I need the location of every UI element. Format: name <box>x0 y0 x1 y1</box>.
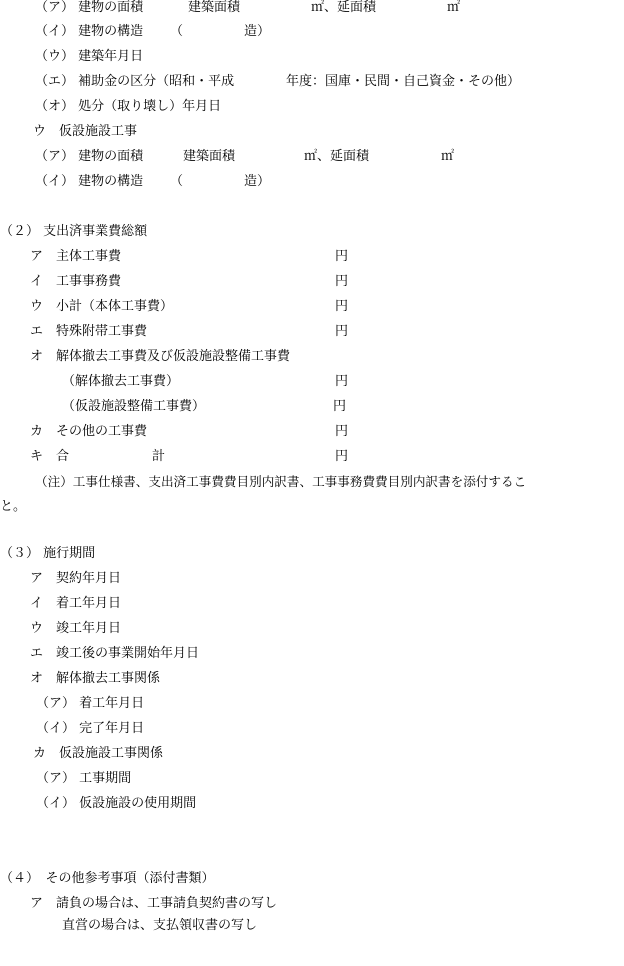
section3-subitem-text: （ア） 工事期間 <box>36 771 132 786</box>
section4-item-a-text: ア 請負の場合は、工事請負契約書の写し <box>30 896 278 911</box>
section3-heading <box>0 546 96 562</box>
section3-subitem-text: （ア） 着工年月日 <box>36 696 145 711</box>
section2-item-label: イ 工事事務費 <box>30 274 122 289</box>
section2-item <box>0 299 349 315</box>
building-structure-label: （イ） 建物の構造 <box>35 24 144 39</box>
section3-subitem-text: （イ） 完了年月日 <box>36 721 145 736</box>
section3-subitem <box>0 721 145 737</box>
section3-item-text: ウ 竣工年月日 <box>30 621 122 636</box>
yen-unit: 円 <box>335 249 349 264</box>
building-structure-close: 造） <box>244 24 271 39</box>
section3-heading-text: （３） 施行期間 <box>0 546 96 561</box>
section4-item-a <box>0 896 278 912</box>
building-area-unit1: ㎡、延面積 <box>311 0 377 15</box>
section2-item-o <box>0 349 291 365</box>
building-structure-line <box>0 24 271 40</box>
section2-sub2 <box>0 399 347 415</box>
section2-sub2-label: （仮設施設整備工事費） <box>62 399 206 414</box>
building-subsidy-line <box>0 74 521 90</box>
section3-subitem <box>0 771 132 787</box>
temp-area-line <box>0 149 455 165</box>
section3-item-text: オ 解体撤去工事関係 <box>30 671 161 686</box>
section2-item <box>0 324 349 340</box>
section2-heading-text: （２） 支出済事業費総額 <box>0 224 148 239</box>
building-area-label: （ア） 建物の面積 <box>35 0 144 15</box>
temp-work-heading <box>0 124 138 140</box>
section3-item-ka <box>0 746 164 762</box>
section3-subitem <box>0 696 145 712</box>
section2-note-line1: （注）工事仕様書、支出済工事費費目別内訳書、工事事務費費目別内訳書を添付するこ <box>35 474 527 489</box>
section3-item-ka-text: カ 仮設施設工事関係 <box>33 746 164 761</box>
section2-item-ki-b: 計 <box>152 449 166 464</box>
yen-unit: 円 <box>335 324 349 339</box>
section3-item-text: ア 契約年月日 <box>30 571 122 586</box>
section2-item-label: ア 主体工事費 <box>30 249 122 264</box>
section2-note <box>0 474 527 490</box>
building-subsidy-tail: 年度：国庫・民間・自己資金・その他） <box>286 74 521 89</box>
section3-item <box>0 596 122 612</box>
temp-area-label: （ア） 建物の面積 <box>35 149 144 164</box>
building-built-date-text: （ウ） 建築年月日 <box>35 49 144 64</box>
building-disposal-date-text: （オ） 処分（取り壊し）年月日 <box>35 99 222 114</box>
section2-item-ki-a: キ 合 <box>30 449 70 464</box>
section2-note-cont <box>0 499 27 515</box>
section2-item-ki <box>0 449 349 465</box>
temp-area-unit2: ㎡ <box>441 149 455 164</box>
section2-item-o-label: オ 解体撤去工事費及び仮設施設整備工事費 <box>30 349 291 364</box>
section2-item-ka <box>0 424 349 440</box>
section3-item-text: エ 竣工後の事業開始年月日 <box>30 646 200 661</box>
section4-heading-text: （４） その他参考事項（添付書類） <box>0 871 215 886</box>
section4-heading <box>0 871 215 887</box>
temp-structure-close: 造） <box>244 174 271 189</box>
temp-structure-line <box>0 174 271 190</box>
section2-heading <box>0 224 148 240</box>
yen-unit: 円 <box>333 399 347 414</box>
section2-note-line2: と。 <box>0 499 27 514</box>
building-subsidy: （エ） 補助金の区分（昭和・平成 <box>35 74 235 89</box>
building-area-build: 建築面積 <box>188 0 241 15</box>
yen-unit: 円 <box>335 299 349 314</box>
section2-sub1-label: （解体撤去工事費） <box>62 374 180 389</box>
yen-unit: 円 <box>335 374 349 389</box>
building-disposal-date <box>0 99 222 115</box>
temp-work-heading-text: ウ 仮設施設工事 <box>33 124 138 139</box>
section2-item <box>0 249 349 265</box>
section3-item <box>0 671 161 687</box>
temp-structure-label: （イ） 建物の構造 <box>35 174 144 189</box>
section2-item <box>0 274 349 290</box>
section3-subitem-text: （イ） 仮設施設の使用期間 <box>36 796 197 811</box>
section3-subitem <box>0 796 197 812</box>
yen-unit: 円 <box>335 424 349 439</box>
section3-item <box>0 621 122 637</box>
temp-area-unit1: ㎡、延面積 <box>304 149 370 164</box>
yen-unit: 円 <box>335 449 349 464</box>
section4-item-a2-text: 直営の場合は、支払領収書の写し <box>62 918 258 933</box>
building-area-unit2: ㎡ <box>447 0 461 15</box>
section2-item-label: エ 特殊附帯工事費 <box>30 324 148 339</box>
building-area-line <box>0 0 461 16</box>
section3-item-text: イ 着工年月日 <box>30 596 122 611</box>
section2-item-label: ウ 小計（本体工事費） <box>30 299 174 314</box>
section4-item-a2 <box>0 918 258 934</box>
yen-unit: 円 <box>335 274 349 289</box>
section2-sub1 <box>0 374 349 390</box>
temp-structure-open: （ <box>170 174 184 189</box>
section3-item <box>0 571 122 587</box>
building-built-date <box>0 49 144 65</box>
section3-item <box>0 646 200 662</box>
section2-item-ka-label: カ その他の工事費 <box>30 424 148 439</box>
temp-area-build: 建築面積 <box>183 149 236 164</box>
building-structure-open: （ <box>170 24 184 39</box>
